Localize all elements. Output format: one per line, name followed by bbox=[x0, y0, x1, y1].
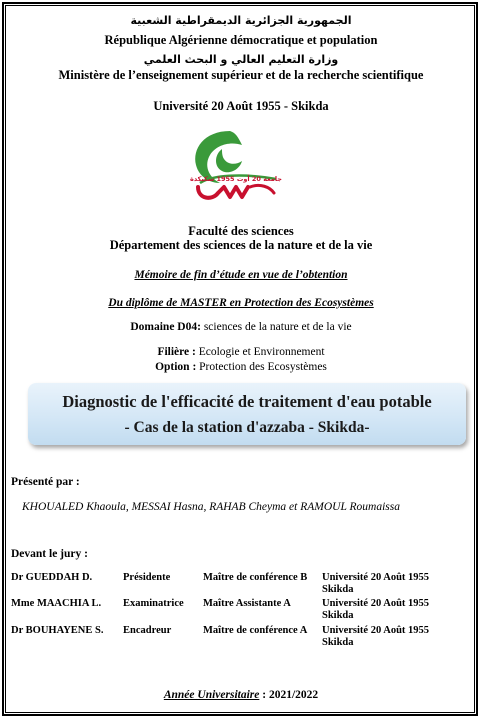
french-republic: République Algérienne démocratique et population bbox=[104, 33, 378, 47]
jury-row bbox=[0, 572, 482, 600]
university-logo bbox=[190, 127, 282, 205]
academic-year-label: Année Universitaire bbox=[163, 689, 260, 701]
authors: KHOUALED Khaoula, MESSAI Hasna, RAHAB Cheyma et RAMOUL Roumaissa bbox=[22, 501, 400, 513]
university: Université 20 Août 1955 - Skikda bbox=[153, 99, 329, 113]
jury-role: Présidente bbox=[123, 572, 171, 583]
thesis-title-box bbox=[28, 383, 466, 445]
jury-institution: Université 20 Août 1955 Skikda bbox=[322, 625, 430, 648]
option-label: Option : bbox=[155, 361, 197, 373]
domain-value: sciences de la nature et de la vie bbox=[200, 321, 352, 333]
domain-line bbox=[0, 321, 482, 333]
memoir-line1: Mémoire de fin d’étude en vue de l’obtention bbox=[134, 269, 348, 281]
arabic-republic: الجمهورية الجزائرية الديمقراطية الشعبية bbox=[130, 14, 352, 27]
filiere-value: Ecologie et Environnement bbox=[195, 346, 325, 358]
option-line bbox=[0, 361, 482, 373]
arabic-ministry: وزارة التعليم العالي و البحث العلمي bbox=[143, 53, 339, 66]
academic-year-value: : 2021/2022 bbox=[259, 689, 319, 701]
domain-label: Domaine D04: bbox=[130, 321, 201, 333]
jury-grade: Maître Assistante A bbox=[203, 598, 291, 609]
jury-grade: Maître de conférence B bbox=[203, 572, 308, 583]
jury-role: Examinatrice bbox=[123, 598, 184, 609]
jury-row bbox=[0, 598, 482, 626]
jury-label: Devant le jury : bbox=[11, 548, 88, 560]
logo-text: جامعة 20 أوت 1955 سكيكدة bbox=[190, 175, 282, 183]
jury-institution: Université 20 Août 1955 Skikda bbox=[322, 598, 430, 621]
thesis-title: Diagnostic de l'efficacité de traitement d'eau potable bbox=[62, 392, 432, 411]
faculty-name: Faculté des sciences bbox=[188, 224, 294, 238]
jury-name: Dr BOUHAYENE S. bbox=[11, 625, 104, 636]
jury-grade: Maître de conférence A bbox=[203, 625, 308, 636]
filiere-label: Filière : bbox=[157, 346, 196, 358]
jury-name: Dr GUEDDAH D. bbox=[11, 572, 93, 583]
option-value: Protection des Ecosystèmes bbox=[196, 361, 327, 373]
jury-role: Encadreur bbox=[123, 625, 172, 636]
jury-institution: Université 20 Août 1955 Skikda bbox=[322, 572, 430, 595]
academic-year bbox=[0, 689, 482, 701]
jury-name: Mme MAACHIA L. bbox=[11, 598, 102, 609]
department: Département des sciences de la nature et de la vie bbox=[109, 238, 373, 252]
ministry: Ministère de l’enseignement supérieur et de la recherche scientifique bbox=[58, 68, 424, 82]
memoir-line2: Du diplôme de MASTER en Protection des Ecosystèmes bbox=[108, 297, 374, 309]
filiere-line bbox=[0, 346, 482, 358]
thesis-subtitle: - Cas de la station d'azzaba - Skikda- bbox=[124, 419, 370, 436]
presented-label: Présenté par : bbox=[11, 476, 80, 488]
jury-row bbox=[0, 625, 482, 653]
